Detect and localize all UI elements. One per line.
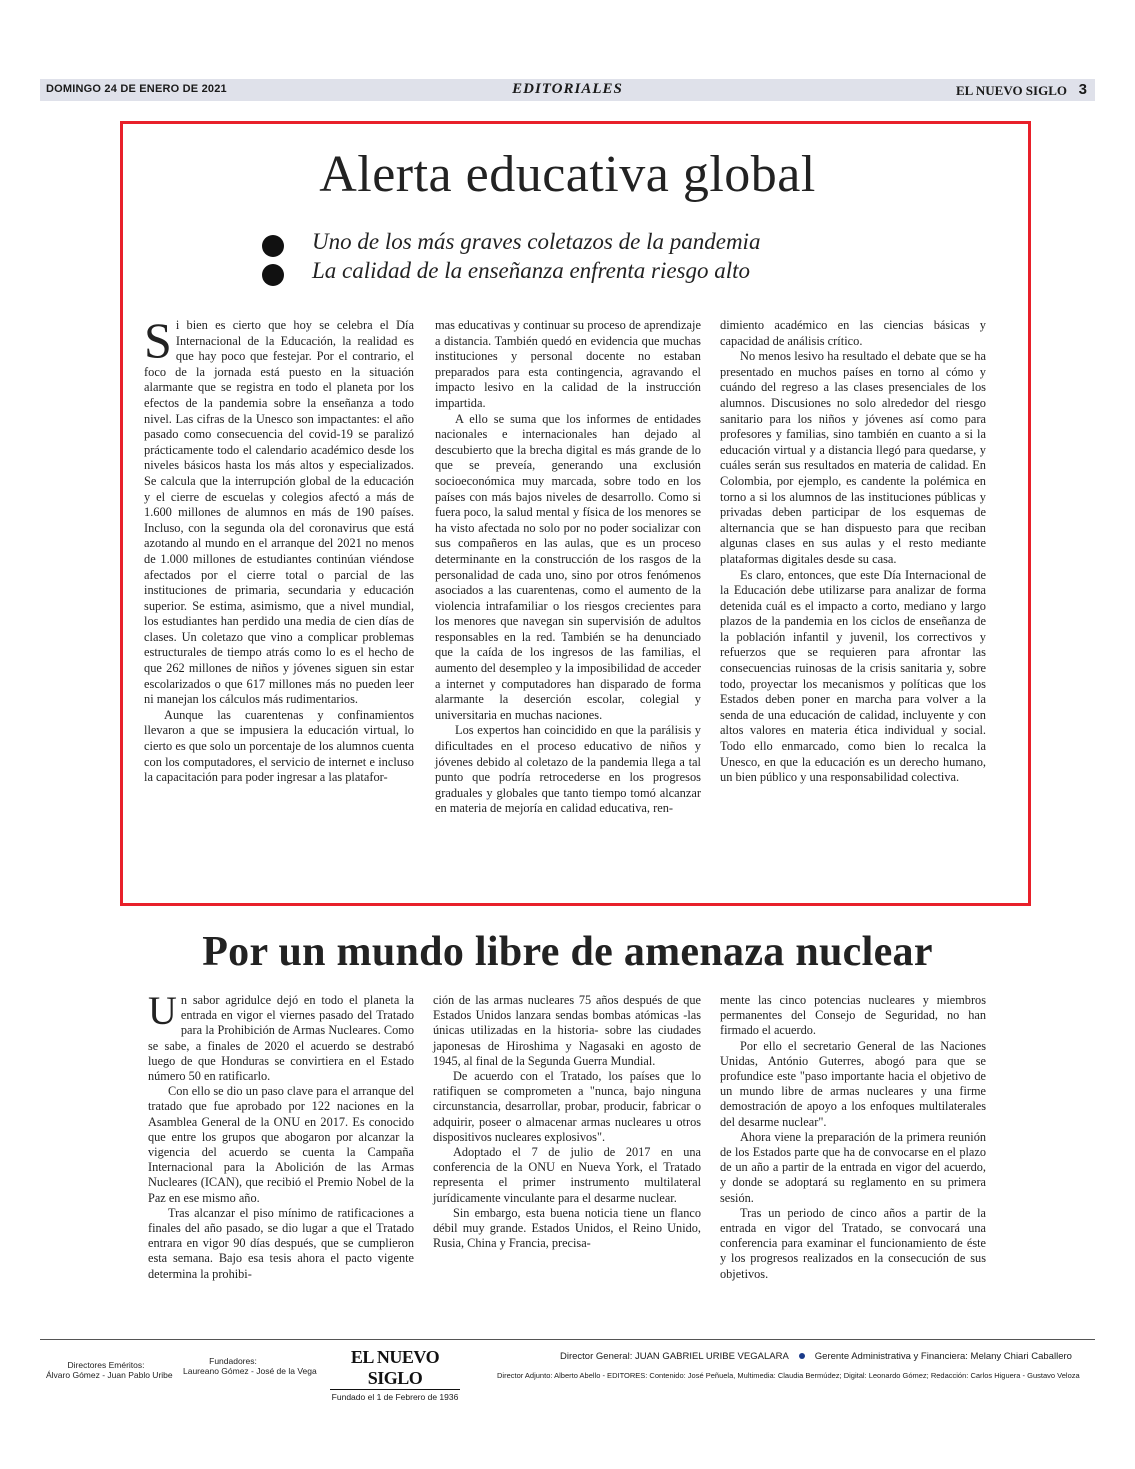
paragraph: mas educativas y continuar su proceso de aprendizaje a distancia. También quedó en evidencia que muchas instituciones y personal docente no estaban preparados para esta contingencia, agravando el impacto lesivo en la calidad de la instrucción impartida. bbox=[435, 318, 701, 410]
paragraph: Adoptado el 7 de julio de 2017 en una conferencia de la ONU en Nueva York, el Tratado representa el primer instrumento multilateral jurídicamente vinculante para el desarme nuclear. bbox=[433, 1145, 701, 1205]
fundadores bbox=[183, 1356, 317, 1376]
section-name: EDITORIALES bbox=[512, 81, 623, 97]
paragraph: Aunque las cuarentenas y confinamientos llevaron a que se impusiera la educación virtual, lo cierto es que solo un porcentaje de los alumnos cuenta con los computadores, el servicio de internet e incluso la capacitación para poder ingresar a las platafor- bbox=[144, 707, 414, 785]
issue-date: DOMINGO 24 DE ENERO DE 2021 bbox=[46, 83, 227, 95]
paragraph: De acuerdo con el Tratado, los países que lo ratifiquen se comprometen a "nunca, bajo ninguna circunstancia, desarrollar, probar, producir, fabricar o adquirir, poseer o almacenar armas nucleares u otros dispositivos nucleares explosivos". bbox=[433, 1069, 701, 1144]
paragraph: Por ello el secretario General de las Naciones Unidas, António Guterres, abogó para que se profundice este "paso importante hacia el objetivo de un mundo libre de armas nucleares y una firme demostración de apoyo a los enfoques multilaterales del desarme nuclear". bbox=[720, 1038, 986, 1129]
editorial-1-column-1 bbox=[144, 312, 414, 786]
paragraph bbox=[148, 988, 414, 1084]
directores-emeritos bbox=[46, 1360, 173, 1380]
editorial-1-column-2 bbox=[435, 318, 701, 817]
footer-divider bbox=[40, 1339, 1095, 1340]
paragraph: Los expertos han coincidido en que la parálisis y dificultades en el proceso educativo de niños y jóvenes debido al coletazo de la pandemia llega a tal punto que podría retrocederse en los progresos graduales y globales que tanto tiempo tomó alcanzar en materia de mejoría en calidad educativa, ren- bbox=[435, 723, 701, 816]
paragraph-text: i bien es cierto que hoy se celebra el Día Internacional de la Educación, la realidad es que hay poco que festejar. Por el contrario, el foco de la jornada está puesto en la situación alarmante que se registra en todo el planeta por los efectos de la pandemia sobre la enseñanza a todo nivel. Las cifras de la Unesco son impactantes: el año pasado como consecuencia del covid-19 se paralizó prácticamente todo el calendario académico desde los niveles básicos hasta los más altos y especializados. Se calcula que la interrupción global de la educación y el cierre de escuelas y colegios afectó a más de 1.600 millones de alumnos en más de 190 países. Incluso, con la segunda ola del coronavirus que está azotando al mundo en el arranque del 2021 no menos de 1.000 millones de estudiantes continúan viéndose afectados por el cierre total o parcial de las instituciones de primaria, secundaria y educación superior. Se estima, asimismo, que a nivel mundial, los estudiantes han perdido una media de cien días de clases. Un coletazo que vino a complicar problemas estructurales de tiempo atrás como lo es el hecho de que 262 millones de niños y jóvenes siguen sin estar escolarizados o que 617 millones más no pueden leer ni manejan los cálculos más rudimentarios. bbox=[144, 318, 414, 707]
editors-line: Director Adjunto: Alberto Abello - EDITORES: Contenido: José Peñuela, Multimedia: Claudia Bermúdez; Digital: Leonardo Gómez; Redacción: Carlos Higuera - Gustavo Veloza bbox=[497, 1371, 1080, 1380]
editorial-2-title: Por un mundo libre de amenaza nuclear bbox=[202, 929, 933, 975]
management-line bbox=[560, 1351, 1072, 1362]
director-general: Director General: JUAN GABRIEL URIBE VEGALARA bbox=[560, 1351, 789, 1362]
paragraph: Es claro, entonces, que este Día Internacional de la Educación debe utilizarse para analizar de forma detenida cuál es el impacto a corto, mediano y largo plazos de la pandemia en los ciclos de enseñanza de la población infantil y juvenil, los correctivos y refuerzos que se requieren para afrontar las consecuencias ruinosas de la crisis sanitaria y, sobre todo, proyectar los mecanismos y políticas que los Estados deben poner en marcha para volver a la senda de una educación de calidad, incluyente y con altos valores en materia ética individual y social. Todo ello enmarcado, como bien lo recalca la Unesco, en que la educación es un derecho humano, un bien público y una responsabilidad colectiva. bbox=[720, 567, 986, 785]
editorial-2-column-2 bbox=[433, 993, 701, 1251]
page-header-band bbox=[40, 79, 1095, 101]
bullet-dot-icon bbox=[262, 264, 284, 286]
editorial-1-title: Alerta educativa global bbox=[319, 146, 816, 203]
paragraph: No menos lesivo ha resultado el debate que se ha presentado en muchos países en torno al cómo y cuándo del regreso a las clases presenciales de los alumnos. Discusiones no solo alrededor del riesgo sanitario para los niños y jóvenes así como para profesores y familias, sino también en cuanto a si la educación virtual y a distancia llegó para quedarse, y cuáles serán sus resultados en materia de calidad. En Colombia, por ejemplo, es candente la polémica en torno a si los alumnos de las instituciones públicas y privadas deben participar de los esquemas de alternancia que se han dispuesto para que reciban algunas clases en sus aulas y el resto mediante plataformas digitales desde su casa. bbox=[720, 349, 986, 566]
kicker-text: Uno de los más graves coletazos de la pandemia bbox=[312, 229, 761, 254]
drop-cap: U bbox=[148, 988, 177, 1033]
fundadores-label: Fundadores: bbox=[209, 1356, 257, 1366]
founded-date: Fundado el 1 de Febrero de 1936 bbox=[331, 1392, 459, 1402]
bullet-dot-icon bbox=[262, 235, 284, 257]
paragraph: Tras un periodo de cinco años a partir de la entrada en vigor del Tratado, se convocará una conferencia para examinar el funcionamiento de éste y los progresos realizados en la consecución de sus objetivos. bbox=[720, 1205, 986, 1281]
drop-cap: S bbox=[144, 312, 172, 368]
directores-label: Directores Eméritos: bbox=[67, 1360, 145, 1370]
paragraph-text: n sabor agridulce dejó en todo el planeta la entrada en vigor el viernes pasado del Tratado para la Prohibición de Armas Nucleares. Como se sabe, a finales de 2020 el acuerdo se destrabó luego de que Honduras se convirtiera en el Estado número 50 en ratificarlo. bbox=[148, 993, 414, 1084]
paragraph: Sin embargo, esta buena noticia tiene un flanco débil muy grande. Estados Unidos, el Reino Unido, Rusia, China y Francia, precisa- bbox=[433, 1205, 701, 1251]
editorial-2-column-1 bbox=[148, 988, 414, 1282]
logo-text: EL NUEVO SIGLO bbox=[330, 1347, 460, 1390]
paragraph: A ello se suma que los informes de entidades nacionales e internacionales han dejado al descubierto que la brecha digital es más grande de lo que se preveía, generando una exclusión socioeconómica muy marcada, sobre todo en los países con más bajos niveles de desarrollo. Como si fuera poco, la salud mental y física de los menores se ha visto afectada no solo por no poder socializar con sus compañeros en las aulas, que es un proceso determinante en la construcción de los rasgos de la personalidad de cada uno, sino por otros fenómenos asociados a las cuarentenas, como el aumento de la violencia intrafamiliar o los riesgos crecientes para los menores que navegan sin supervisión de adultos responsables en la red. También se ha denunciado que la caída de los ingresos de las familias, el aumento del desempleo y la imposibilidad de acceder a internet y computadores han disparado de forma alarmante la deserción escolar, colegial y universitaria en muchas naciones. bbox=[435, 411, 701, 722]
paragraph: mente las cinco potencias nucleares y miembros permanentes del Consejo de Seguridad, no han firmado el acuerdo. bbox=[720, 993, 986, 1038]
paragraph: ción de las armas nucleares 75 años después de que Estados Unidos lanzara sendas bombas atómicas -las únicas utilizadas en la historia- sobre las ciudades japonesas de Hiroshima y Nagasaki en agosto de 1945, al final de la Segunda Guerra Mundial. bbox=[433, 993, 701, 1068]
fundadores-names: Laureano Gómez - José de la Vega bbox=[183, 1366, 317, 1376]
kicker-text: La calidad de la enseñanza enfrenta riesgo alto bbox=[312, 258, 751, 283]
header-brand: EL NUEVO SIGLO bbox=[956, 83, 1067, 98]
paragraph: Con ello se dio un paso clave para el arranque del tratado que fue aprobado por 122 naciones en la Asamblea General de la ONU en 2017. Es conocido que entre los grupos que abogaron por alcanzar la vigencia del acuerdo se cuenta la Campaña Internacional para la Abolición de las Armas Nucleares (ICAN), que recibió el Premio Nobel de la Paz en ese mismo año. bbox=[148, 1084, 414, 1205]
paragraph: Tras alcanzar el piso mínimo de ratificaciones a finales del año pasado, se dio lugar a que el Tratado entrara en vigor 90 días después, que se cumplieron esta semana. Bajo esa tesis ahora el pacto vigente determina la prohibi- bbox=[148, 1205, 414, 1281]
bullet-icon bbox=[799, 1353, 805, 1359]
gerente: Gerente Administrativa y Financiera: Melany Chiari Caballero bbox=[814, 1351, 1072, 1362]
paragraph: Ahora viene la preparación de la primera reunión de los Estados parte que ha de convocarse en el plazo de un año a partir de la entrada en vigor del acuerdo, y donde se adoptará su reglamento en su primera sesión. bbox=[720, 1129, 986, 1205]
editorial-2-column-3 bbox=[720, 993, 986, 1282]
paragraph: dimiento académico en las ciencias básicas y capacidad de análisis crítico. bbox=[720, 318, 986, 348]
editorial-1-column-3 bbox=[720, 318, 986, 786]
directores-names: Álvaro Gómez - Juan Pablo Uribe bbox=[46, 1370, 173, 1380]
newspaper-logo bbox=[330, 1347, 460, 1402]
page-number: 3 bbox=[1078, 81, 1087, 98]
paragraph bbox=[144, 312, 414, 708]
